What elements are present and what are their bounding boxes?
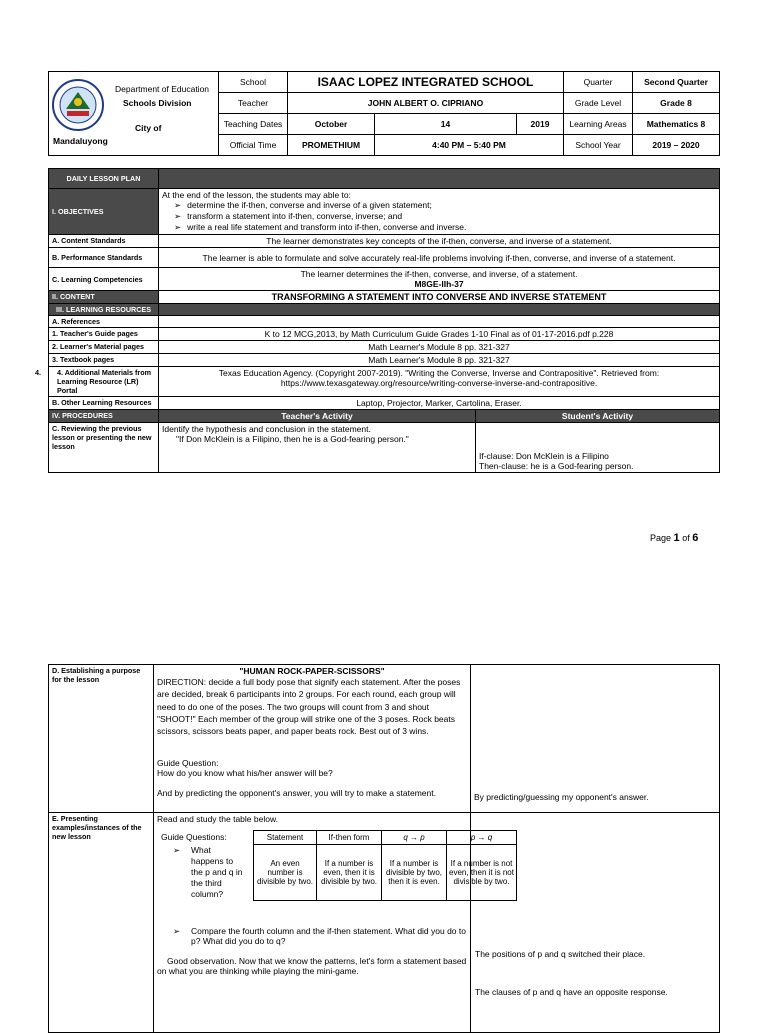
- page-current: 1: [673, 532, 680, 544]
- perf-std: The learner is able to formulate and solve accurately real-life problems involving if-then, converse, and inverse of a statement.: [159, 248, 720, 268]
- page-of: of: [682, 533, 690, 543]
- resources-fill: [159, 304, 720, 316]
- content-std-label: A. Content Standards: [49, 235, 159, 248]
- col-header: q → p: [382, 831, 447, 845]
- month-value: October: [288, 114, 375, 135]
- tb-value: Math Learner's Module 8 pp. 321-327: [159, 354, 720, 367]
- comp-text: The learner determines the if-then, converse, and inverse, of a statement.: [300, 269, 578, 279]
- objective-item: ➢ transform a statement into if-then, converse, inverse; and: [188, 211, 716, 222]
- city-name: City of: [135, 123, 162, 133]
- table-cell: An even number is divisible by two.: [254, 845, 317, 901]
- review-teacher-line1: Identify the hypothesis and conclusion in the statement.: [162, 424, 371, 434]
- lesson-plan-table-page2: [48, 664, 720, 1033]
- area-value: Mathematics 8: [633, 114, 720, 135]
- proc-label: IV. PROCEDURES: [49, 410, 159, 423]
- objectives-list: [162, 200, 716, 233]
- section-value: PROMETHIUM: [288, 135, 375, 156]
- area-label: Learning Areas: [564, 114, 633, 135]
- plan-title-fill: [159, 169, 720, 189]
- content-title: TRANSFORMING A STATEMENT INTO CONVERSE AND INVERSE STATEMENT: [159, 291, 720, 304]
- grade-label: Grade Level: [564, 93, 633, 114]
- bullet-arrow-icon: ➢: [173, 926, 181, 936]
- other-label: B. Other Learning Resources: [49, 397, 159, 410]
- presenting-student-1: The positions of p and q switched their place.: [475, 949, 646, 959]
- presenting-student-2: The clauses of p and q have an opposite response.: [475, 987, 668, 997]
- game-title: "HUMAN ROCK-PAPER-SCISSORS": [239, 666, 385, 676]
- page-prefix: Page: [650, 533, 672, 543]
- lesson-plan-table: [35, 168, 720, 473]
- purpose-teacher-cell: [154, 665, 471, 813]
- ref-empty: [159, 316, 720, 328]
- guide-q1: [173, 845, 243, 900]
- guide-questions-label: Guide Questions:: [161, 832, 227, 842]
- table-cell: If a number is not even, then it is not divisible by two.: [447, 845, 517, 901]
- objectives-label: I. OBJECTIVES: [49, 189, 159, 235]
- gq-answer: And by predicting the opponent's answer, you will try to make a statement.: [157, 787, 436, 798]
- review-student-cell: [476, 423, 720, 473]
- guide-q2: [173, 926, 467, 946]
- table-cell: If a number is even, then it is divisible by two.: [317, 845, 382, 901]
- other-value: Laptop, Projector, Marker, Cartolina, Eraser.: [159, 397, 720, 410]
- deped-seal-icon: [51, 78, 105, 132]
- quarter-label: Quarter: [564, 72, 633, 93]
- grade-value: Grade 8: [633, 93, 720, 114]
- guide-q2-text: Compare the fourth column and the if-then statement. What did you do to p? What did you do to q?: [191, 926, 466, 946]
- comp-label: C. Learning Competencies: [49, 268, 159, 291]
- review-teacher-line2: "If Don McKlein is a Filipino, then he is a God-fearing person.": [176, 434, 409, 444]
- table-cell: If a number is divisible by two, then it is even.: [382, 845, 447, 901]
- purpose-student: By predicting/guessing my opponent's answer.: [471, 665, 720, 813]
- student-activity-header: Student's Activity: [476, 410, 720, 423]
- dates-label: Teaching Dates: [219, 114, 288, 135]
- resources-label: III. LEARNING RESOURCES: [49, 304, 159, 316]
- lm-label: 2. Learner's Material pages: [49, 341, 159, 354]
- school-name: ISAAC LOPEZ INTEGRATED SCHOOL: [288, 72, 564, 93]
- deped-cell: [49, 72, 219, 156]
- objective-item: ➢ write a real life statement and transform into if-then, converse and inverse.: [188, 222, 716, 233]
- time-value: 4:40 PM – 5:40 PM: [375, 135, 564, 156]
- city-name-2: Mandaluyong: [53, 136, 108, 146]
- plan-title: DAILY LESSON PLAN: [49, 169, 159, 189]
- col-header: p → q: [447, 831, 517, 845]
- page-total: 6: [692, 532, 699, 544]
- purpose-label: D. Establishing a purpose for the lesson: [49, 665, 154, 813]
- bullet-arrow-icon: ➢: [173, 845, 181, 855]
- col-header: If-then form: [317, 831, 382, 845]
- division-name: Schools Division: [123, 98, 192, 108]
- school-header-table: [48, 71, 720, 156]
- comp-cell: [159, 268, 720, 291]
- presenting-intro: Read and study the table below.: [157, 814, 278, 824]
- review-student-line1: If-clause: Don McKlein is a Filipino: [479, 451, 609, 461]
- content-std: The learner demonstrates key concepts of the if-then, converse, and inverse of a statement.: [159, 235, 720, 248]
- gq-text: How do you know what his/her answer will be?: [157, 767, 333, 778]
- teacher-label: Teacher: [219, 93, 288, 114]
- dept-name: Department of Education: [115, 84, 210, 94]
- add-label-cell: [35, 367, 159, 397]
- school-label: School: [219, 72, 288, 93]
- perf-std-label: B. Performance Standards: [49, 248, 159, 268]
- review-teacher-cell: [159, 423, 476, 473]
- lm-value: Math Learner's Module 8 pp. 321-327: [159, 341, 720, 354]
- gq-label: Guide Question:: [157, 757, 219, 768]
- teacher-name: JOHN ALBERT O. CIPRIANO: [288, 93, 564, 114]
- day-value: 14: [375, 114, 517, 135]
- add-value: Texas Education Agency. (Copyright 2007-2019). "Writing the Converse, Inverse and Contrapositive". Retrieved from: https://www.texasgateway.org/resource/writing-converse-inverse-and-contrapositive.: [159, 367, 720, 397]
- review-label: C. Reviewing the previous lesson or presenting the new lesson: [49, 423, 159, 473]
- time-label: Official Time: [219, 135, 288, 156]
- sy-label: School Year: [564, 135, 633, 156]
- ref-label: A. References: [49, 316, 159, 328]
- good-observation: Good observation. Now that we know the patterns, let's form a statement based on what you are thinking while playing the mini-game.: [157, 956, 467, 976]
- tb-label: 3. Textbook pages: [49, 354, 159, 367]
- review-student-line2: Then-clause: he is a God-fearing person.: [479, 461, 634, 471]
- add-num: 4.: [35, 368, 41, 377]
- add-label: 4. Additional Materials from Learning Resource (LR) Portal: [57, 368, 151, 395]
- quarter-value: Second Quarter: [633, 72, 720, 93]
- presenting-label: E. Presenting examples/instances of the new lesson: [49, 813, 154, 1033]
- objectives-intro: At the end of the lesson, the students may able to:: [162, 190, 352, 200]
- comp-code: M8GE-IIh-37: [414, 279, 464, 289]
- year-value: 2019: [517, 114, 564, 135]
- objective-item: ➢ determine the if-then, converse and inverse of a given statement;: [188, 200, 716, 211]
- objectives-cell: [159, 189, 720, 235]
- tg-label: 1. Teacher's Guide pages: [49, 328, 159, 341]
- guide-block: [157, 832, 514, 918]
- sy-value: 2019 – 2020: [633, 135, 720, 156]
- presenting-student-cell: [471, 813, 720, 1033]
- game-text: DIRECTION: decide a full body pose that signify each statement. After the poses are decided, break 6 participants into 2 groups. For each round, each group will need to do one of the poses. The two groups will count from 3 and shout "SHOOT!" Each member of the group will strike one of the 3 poses. Rock beats scissors, scissors beats paper, and paper beats rock. Best out of 3 wins.: [157, 677, 461, 737]
- content-label: II. CONTENT: [49, 291, 159, 304]
- teacher-activity-header: Teacher's Activity: [159, 410, 476, 423]
- col-header: Statement: [254, 831, 317, 845]
- page-number: [650, 532, 698, 544]
- tg-value: K to 12 MCG,2013, by Math Curriculum Guide Grades 1-10 Final as of 01-17-2016.pdf p.228: [159, 328, 720, 341]
- guide-q1-text: What happens to the p and q in the third column?: [191, 845, 243, 900]
- presenting-teacher-cell: [154, 813, 514, 1033]
